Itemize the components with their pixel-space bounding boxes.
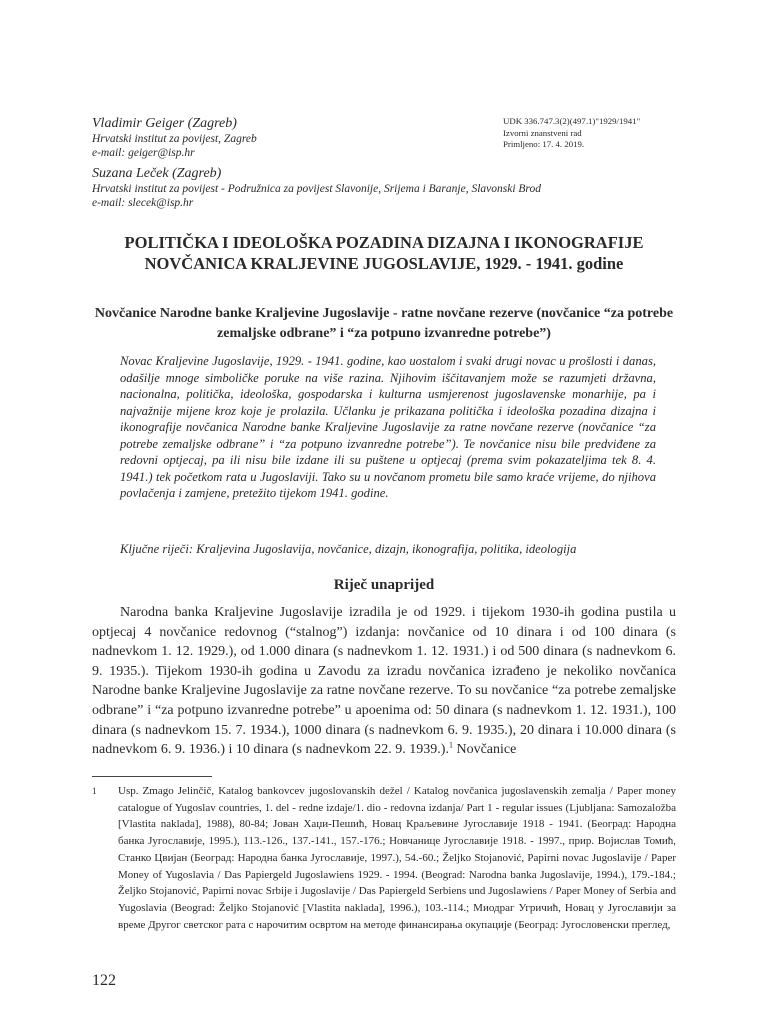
abstract: Novac Kraljevine Jugoslavije, 1929. - 1941. godine, kao uostalom i svaki drugi novac u prošlosti i danas, odašilje mnoge simboličke poruke na više razina. Njihovim iščitavanjem može se razumjeti državna, nacionalna, politička, ideološka, gospodarska i kulturna usmjerenost jugoslavenske monarhije, pa i najvažnije mijene kroz koje je prolazila. Učlanku je prikazana politička i ideološka pozadina dizajna i ikonografije novčanica Narodne banke Kraljevine Jugoslavije za ratne novčane rezerve (novčanice “za potrebe zemaljske odbrane” i “za potpuno izvanredne potrebe”). Te novčanice nisu bile predviđene za redovni optjecaj, pa ili nisu bile izdane ili su puštene u optjecaj (prema svim pokazateljima tek 8. 4. 1941.) tek početkom rata u Jugoslaviji. Tako su u novčanom prometu bile samo kraće vrijeme, do njihova povlačenja i zamjene, pretežito tijekom 1941. godine. [120,354,656,500]
section-title: Riječ unaprijed [333,577,435,593]
author-email-2[interactable]: e-mail: slecek@isp.hr [92,197,194,209]
keywords: Ključne riječi: Kraljevina Jugoslavija, novčanice, dizajn, ikonografija, politika, ideologija [120,542,577,556]
body-tail: Novčanice [452,742,517,758]
author-institution-2: Hrvatski institut za povijest - Podružnica za povijest Slavonije, Srijema i Baranje, Slavonski Brod [92,183,541,195]
article-subtitle: Novčanice Narodne banke Kraljevine Jugoslavije - ratne novčane rezerve (novčanice “za potrebe zemaljske odbrane” i “za potpuno izvanredne potrebe”) [94,306,674,341]
udk-code: UDK 336.747.3(2)(497.1)"1929/1941" [503,116,641,126]
footnote-number: 1 [92,786,97,796]
body-paragraph [92,603,676,760]
footnote-divider [92,776,212,777]
footnote-text: Usp. Zmago Jelinčič, Katalog bankovcev jugoslovanskih dežel / Katalog novčanica jugoslavenskih zemalja / Paper money catalogue of Yugoslav countries, 1. del - redne izdaje/1. dio - redovna izdanja/ Part 1 - regular issues (Ljubljana: Samozaložba [Vlastita naklada], 1988), 80-84; Јован Хаџи-Пешић, Новац Краљевине Југославије 1918 - 1941. (Београд: Народна банка Југославије, 1995.), 113.-126., 137.-141., 157.-176.; Новчанице Југославије 1918. - 1997., прир. Војислав Томић, Станко Цвијан (Београд: Народна банка Југославије, 1997.), 54.-60.; Željko Stojanović, Papirni novac Jugoslavije / Paper Money of Yugoslavia / Das Papiergeld Jugoslawiens 1929. - 1994. (Beograd: Narodna banka Jugoslavije, 1994.), 179.-184.; Željko Stojanović, Papirni novac Srbije i Jugoslavije / Das Papiergeld Serbiens und Jugoslawiens / Paper Money of Serbia and Yugoslavia (Beograd: Željko Stojanović [Vlastita naklada], 1996.), 103.-114.; Миодраг Угричић, Новац у Југославији за време Другог светског рата с нарочитим освртом на методе финансирања окупације (Београд: Југословенски преглед, [118,785,676,931]
footnote [92,783,676,933]
article-meta [503,116,673,151]
body-text: Narodna banka Kraljevine Jugoslavije izradila je od 1929. i tijekom 1930-ih godina pustila u optjecaj 4 novčanice redovnog (“stalnog”) izdanja: novčanice od 10 dinara i od 100 dinara (s nadnevkom 1. 12. 1929.), od 1.000 dinara (s nadnevkom 1. 12. 1931.) i od 500 dinara (s nadnevkom 6. 9. 1935.). Tijekom 1930-ih godina u Zavodu za izradu novčanica izrađeno je nekoliko novčanica Narodne banke Kraljevine Jugoslavije za ratne novčane rezerve. To su novčanice “za potrebe zemaljske odbrane” i “za potpuno izvanredne potrebe” u apoenima od: 50 dinara (s nadnevkom 1. 12. 1931.), 100 dinara (s nadnevkom 15. 7. 1934.), 1000 dinara (s nadnevkom 6. 9. 1935.), 20 dinara i 10.000 dinara (s nadnevkom 6. 9. 1936.) i 10 dinara (s nadnevkom 22. 9. 1939.). [92,605,676,758]
author-name-2: Suzana Leček (Zagreb) [92,166,222,181]
page-number: 122 [92,972,116,989]
authors-block [92,116,541,216]
footnote-reference[interactable]: 1 [448,740,453,750]
author-institution-1: Hrvatski institut za povijest, Zagreb [92,133,257,145]
article-type: Izvorni znanstveni rad [503,127,582,138]
received-date: Primljeno: 17. 4. 2019. [503,139,585,149]
article-title: POLITIČKA I IDEOLOŠKA POZADINA DIZAJNA I IKONOGRAFIJE NOVČANICA KRALJEVINE JUGOSLAVIJE, 1929. - 1941. godine [124,233,644,273]
author-name-1: Vladimir Geiger (Zagreb) [92,116,237,131]
author-email-1[interactable]: e-mail: geiger@isp.hr [92,147,195,159]
